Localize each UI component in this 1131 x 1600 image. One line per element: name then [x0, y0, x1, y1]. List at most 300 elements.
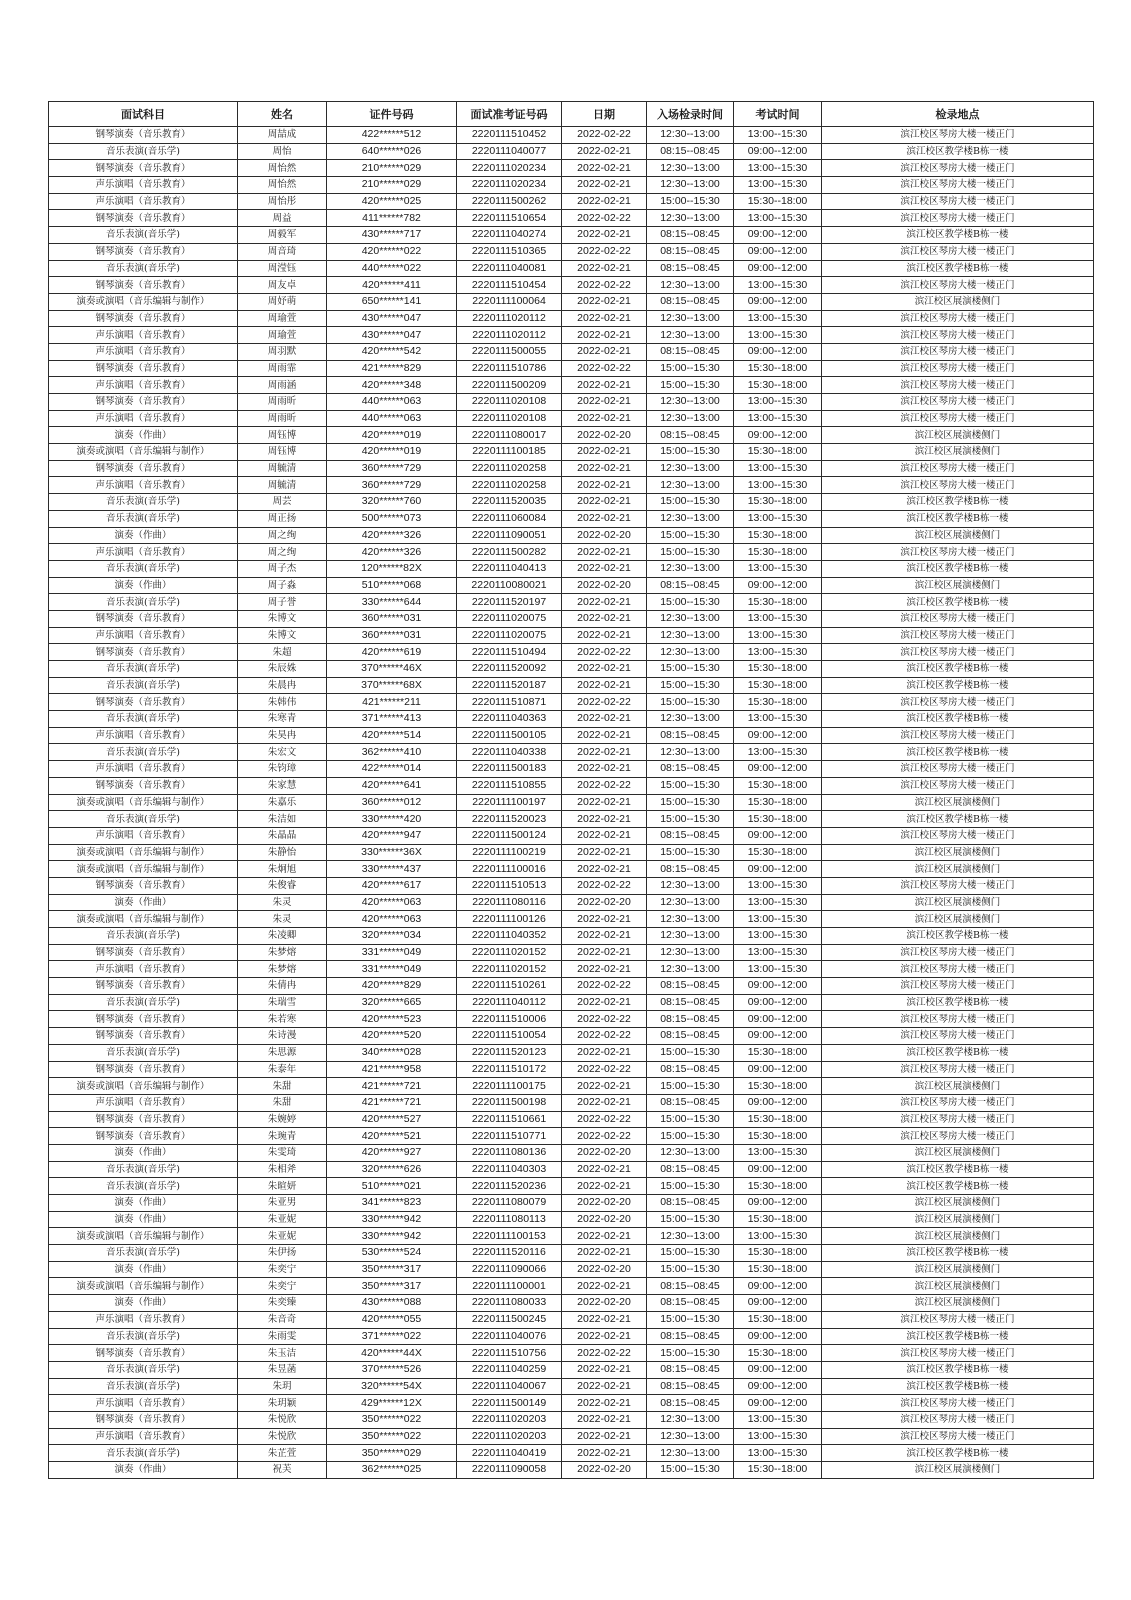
location-cell: 滨江校区教学楼B栋一楼: [822, 811, 1094, 828]
exam-time-cell: 13:00--15:30: [734, 210, 822, 227]
date-cell: 2022-02-22: [562, 1061, 647, 1078]
table-row: [49, 243, 1094, 260]
admission-number-cell: 2220111520035: [457, 494, 562, 511]
checkin-time-cell: 12:30--13:00: [647, 394, 734, 411]
name-cell: 朱玥颖: [238, 1395, 327, 1412]
id-number-cell: 330******942: [327, 1228, 457, 1245]
name-cell: 周毓清: [238, 460, 327, 477]
id-number-cell: 370******526: [327, 1361, 457, 1378]
checkin-time-cell: 12:30--13:00: [647, 928, 734, 945]
checkin-time-cell: 12:30--13:00: [647, 510, 734, 527]
checkin-time-cell: 12:30--13:00: [647, 1428, 734, 1445]
subject-cell: 音乐表演(音乐学): [49, 594, 238, 611]
table-row: [49, 444, 1094, 461]
subject-cell: 声乐演唱（音乐教育）: [49, 377, 238, 394]
subject-cell: 音乐表演(音乐学): [49, 1044, 238, 1061]
name-cell: 朱寒青: [238, 711, 327, 728]
checkin-time-cell: 15:00--15:30: [647, 794, 734, 811]
checkin-time-cell: 15:00--15:30: [647, 1044, 734, 1061]
location-cell: 滨江校区展演楼侧门: [822, 1295, 1094, 1312]
id-number-cell: 421******829: [327, 360, 457, 377]
location-cell: 滨江校区琴房大楼一楼正门: [822, 193, 1094, 210]
id-number-cell: 420******022: [327, 243, 457, 260]
table-row: [49, 1245, 1094, 1262]
location-cell: 滨江校区琴房大楼一楼正门: [822, 694, 1094, 711]
admission-number-cell: 2220111040338: [457, 744, 562, 761]
checkin-time-header: 入场检录时间: [647, 102, 734, 127]
exam-time-cell: 15:30--18:00: [734, 544, 822, 561]
date-cell: 2022-02-21: [562, 1161, 647, 1178]
exam-time-cell: 15:30--18:00: [734, 1078, 822, 1095]
name-cell: 朱诗漫: [238, 1028, 327, 1045]
id-number-cell: 330******437: [327, 861, 457, 878]
id-number-cell: 330******942: [327, 1211, 457, 1228]
location-cell: 滨江校区琴房大楼一楼正门: [822, 343, 1094, 360]
id-number-cell: 420******025: [327, 193, 457, 210]
admission-number-cell: 2220111520187: [457, 677, 562, 694]
checkin-time-cell: 08:15--08:45: [647, 143, 734, 160]
id-number-cell: 420******542: [327, 343, 457, 360]
table-row: [49, 978, 1094, 995]
date-cell: 2022-02-21: [562, 1178, 647, 1195]
admission-number-cell: 2220111520092: [457, 661, 562, 678]
admission-number-cell: 2220111100064: [457, 293, 562, 310]
admission-number-cell: 2220111510855: [457, 777, 562, 794]
name-cell: 朱超: [238, 644, 327, 661]
date-cell: 2022-02-21: [562, 327, 647, 344]
date-cell: 2022-02-21: [562, 494, 647, 511]
exam-time-cell: 09:00--12:00: [734, 1094, 822, 1111]
table-row: [49, 1311, 1094, 1328]
date-cell: 2022-02-20: [562, 577, 647, 594]
exam-time-cell: 09:00--12:00: [734, 1028, 822, 1045]
admission-number-cell: 2220111040352: [457, 928, 562, 945]
name-cell: 朱琬青: [238, 1128, 327, 1145]
id-number-cell: 360******012: [327, 794, 457, 811]
name-cell: 周雨昕: [238, 410, 327, 427]
checkin-time-cell: 15:00--15:30: [647, 1245, 734, 1262]
admission-number-cell: 2220111500055: [457, 343, 562, 360]
checkin-time-cell: 15:00--15:30: [647, 544, 734, 561]
table-row: [49, 627, 1094, 644]
exam-time-cell: 13:00--15:30: [734, 394, 822, 411]
location-cell: 滨江校区展演楼侧门: [822, 894, 1094, 911]
subject-cell: 钢琴演奏（音乐教育）: [49, 160, 238, 177]
location-cell: 滨江校区展演楼侧门: [822, 293, 1094, 310]
admission-number-cell: 2220111510006: [457, 1011, 562, 1028]
date-cell: 2022-02-22: [562, 210, 647, 227]
location-cell: 滨江校区展演楼侧门: [822, 1462, 1094, 1479]
table-row: [49, 327, 1094, 344]
exam-time-cell: 15:30--18:00: [734, 661, 822, 678]
location-cell: 滨江校区教学楼B栋一楼: [822, 744, 1094, 761]
exam-time-cell: 13:00--15:30: [734, 460, 822, 477]
checkin-time-cell: 15:00--15:30: [647, 1462, 734, 1479]
id-number-cell: 350******022: [327, 1428, 457, 1445]
admission-number-cell: 2220111510172: [457, 1061, 562, 1078]
date-cell: 2022-02-21: [562, 343, 647, 360]
table-row: [49, 761, 1094, 778]
id-number-cell: 320******760: [327, 494, 457, 511]
id-number-cell: 420******019: [327, 444, 457, 461]
date-cell: 2022-02-21: [562, 377, 647, 394]
date-cell: 2022-02-21: [562, 661, 647, 678]
exam-time-cell: 15:30--18:00: [734, 777, 822, 794]
checkin-time-cell: 12:30--13:00: [647, 961, 734, 978]
admission-number-cell: 2220111020203: [457, 1428, 562, 1445]
admission-number-cell: 2220111500198: [457, 1094, 562, 1111]
name-cell: 朱悦欣: [238, 1411, 327, 1428]
name-cell: 朱凌卿: [238, 928, 327, 945]
subject-cell: 声乐演唱（音乐教育）: [49, 544, 238, 561]
table-row: [49, 1395, 1094, 1412]
date-cell: 2022-02-21: [562, 711, 647, 728]
location-cell: 滨江校区教学楼B栋一楼: [822, 1245, 1094, 1262]
location-cell: 滨江校区琴房大楼一楼正门: [822, 160, 1094, 177]
admission-number-cell: 2220111020234: [457, 160, 562, 177]
table-row: [49, 794, 1094, 811]
checkin-time-cell: 12:30--13:00: [647, 644, 734, 661]
table-row: [49, 928, 1094, 945]
checkin-time-cell: 08:15--08:45: [647, 1028, 734, 1045]
id-number-cell: 362******025: [327, 1462, 457, 1479]
location-cell: 滨江校区琴房大楼一楼正门: [822, 1311, 1094, 1328]
admission-number-cell: 2220111520197: [457, 594, 562, 611]
checkin-time-cell: 08:15--08:45: [647, 260, 734, 277]
name-cell: 朱奕臻: [238, 1295, 327, 1312]
name-cell: 朱悦欣: [238, 1428, 327, 1445]
date-cell: 2022-02-21: [562, 827, 647, 844]
date-cell: 2022-02-21: [562, 811, 647, 828]
subject-cell: 演奏或演唱（音乐编辑与制作）: [49, 1078, 238, 1095]
date-cell: 2022-02-22: [562, 1011, 647, 1028]
subject-cell: 声乐演唱（音乐教育）: [49, 343, 238, 360]
table-row: [49, 894, 1094, 911]
location-cell: 滨江校区教学楼B栋一楼: [822, 143, 1094, 160]
name-cell: 朱家慧: [238, 777, 327, 794]
exam-time-cell: 15:30--18:00: [734, 1211, 822, 1228]
id-number-cell: 420******514: [327, 727, 457, 744]
exam-time-cell: 15:30--18:00: [734, 1311, 822, 1328]
table-row: [49, 961, 1094, 978]
location-cell: 滨江校区琴房大楼一楼正门: [822, 944, 1094, 961]
name-cell: 周毅军: [238, 227, 327, 244]
exam-schedule-table: [48, 101, 1094, 1479]
location-cell: 滨江校区展演楼侧门: [822, 1078, 1094, 1095]
subject-cell: 音乐表演(音乐学): [49, 811, 238, 828]
location-cell: 滨江校区琴房大楼一楼正门: [822, 827, 1094, 844]
name-cell: 朱亚男: [238, 1195, 327, 1212]
table-row: [49, 994, 1094, 1011]
id-number-cell: 440******063: [327, 394, 457, 411]
subject-cell: 声乐演唱（音乐教育）: [49, 327, 238, 344]
table-row: [49, 260, 1094, 277]
id-number-cell: 362******410: [327, 744, 457, 761]
subject-cell: 音乐表演(音乐学): [49, 1445, 238, 1462]
table-row: [49, 1144, 1094, 1161]
admission-number-cell: 2220111100153: [457, 1228, 562, 1245]
location-cell: 滨江校区教学楼B栋一楼: [822, 661, 1094, 678]
admission-number-cell: 2220111510513: [457, 877, 562, 894]
checkin-time-cell: 08:15--08:45: [647, 1395, 734, 1412]
name-cell: 朱辰姝: [238, 661, 327, 678]
id-number-cell: 411******782: [327, 210, 457, 227]
checkin-time-cell: 12:30--13:00: [647, 410, 734, 427]
location-cell: 滨江校区琴房大楼一楼正门: [822, 978, 1094, 995]
admission-number-cell: 2220111520236: [457, 1178, 562, 1195]
location-cell: 滨江校区教学楼B栋一楼: [822, 677, 1094, 694]
exam-time-cell: 09:00--12:00: [734, 1361, 822, 1378]
checkin-time-cell: 15:00--15:30: [647, 360, 734, 377]
date-cell: 2022-02-21: [562, 1395, 647, 1412]
admission-number-cell: 2220111500105: [457, 727, 562, 744]
id-number-cell: 341******823: [327, 1195, 457, 1212]
date-cell: 2022-02-21: [562, 1078, 647, 1095]
subject-cell: 钢琴演奏（音乐教育）: [49, 360, 238, 377]
admission-number-cell: 2220111080113: [457, 1211, 562, 1228]
table-row: [49, 744, 1094, 761]
exam-time-cell: 15:30--18:00: [734, 594, 822, 611]
name-cell: 周益: [238, 210, 327, 227]
location-cell: 滨江校区展演楼侧门: [822, 1228, 1094, 1245]
table-row: [49, 811, 1094, 828]
table-row: [49, 193, 1094, 210]
subject-cell: 声乐演唱（音乐教育）: [49, 177, 238, 194]
id-number-cell: 510******021: [327, 1178, 457, 1195]
exam-time-cell: 09:00--12:00: [734, 761, 822, 778]
subject-cell: 声乐演唱（音乐教育）: [49, 727, 238, 744]
name-cell: 朱晶晶: [238, 827, 327, 844]
name-cell: 朱伊扬: [238, 1245, 327, 1262]
id-number-cell: 350******317: [327, 1261, 457, 1278]
exam-time-cell: 09:00--12:00: [734, 861, 822, 878]
location-cell: 滨江校区琴房大楼一楼正门: [822, 310, 1094, 327]
exam-time-cell: 15:30--18:00: [734, 1178, 822, 1195]
exam-time-cell: 13:00--15:30: [734, 928, 822, 945]
date-cell: 2022-02-21: [562, 160, 647, 177]
date-cell: 2022-02-21: [562, 1094, 647, 1111]
name-header: 姓名: [238, 102, 327, 127]
checkin-time-cell: 12:30--13:00: [647, 894, 734, 911]
name-cell: 朱若寒: [238, 1011, 327, 1028]
table-row: [49, 777, 1094, 794]
name-cell: 周毓清: [238, 477, 327, 494]
exam-time-cell: 13:00--15:30: [734, 160, 822, 177]
admission-number-cell: 2220111500209: [457, 377, 562, 394]
name-cell: 朱博文: [238, 627, 327, 644]
subject-cell: 音乐表演(音乐学): [49, 510, 238, 527]
checkin-time-cell: 08:15--08:45: [647, 1161, 734, 1178]
name-cell: 朱甜: [238, 1094, 327, 1111]
id-number-cell: 420******927: [327, 1144, 457, 1161]
name-cell: 祝芙: [238, 1462, 327, 1479]
table-row: [49, 494, 1094, 511]
admission-number-cell: 2220111040067: [457, 1378, 562, 1395]
subject-cell: 演奏（作曲）: [49, 1261, 238, 1278]
checkin-time-cell: 08:15--08:45: [647, 1061, 734, 1078]
table-row: [49, 1411, 1094, 1428]
admission-number-cell: 2220111100001: [457, 1278, 562, 1295]
id-number-cell: 320******54X: [327, 1378, 457, 1395]
exam-time-cell: 13:00--15:30: [734, 744, 822, 761]
checkin-time-cell: 12:30--13:00: [647, 277, 734, 294]
name-cell: 朱玉洁: [238, 1345, 327, 1362]
exam-time-cell: 13:00--15:30: [734, 1428, 822, 1445]
admission-number-cell: 2220111100016: [457, 861, 562, 878]
checkin-time-cell: 12:30--13:00: [647, 1228, 734, 1245]
date-cell: 2022-02-21: [562, 1361, 647, 1378]
checkin-time-cell: 08:15--08:45: [647, 994, 734, 1011]
table-row: [49, 727, 1094, 744]
admission-number-cell: 2220111060084: [457, 510, 562, 527]
subject-cell: 声乐演唱（音乐教育）: [49, 1428, 238, 1445]
checkin-time-cell: 15:00--15:30: [647, 1128, 734, 1145]
admission-number-cell: 2220111100219: [457, 844, 562, 861]
subject-cell: 音乐表演(音乐学): [49, 494, 238, 511]
checkin-time-cell: 15:00--15:30: [647, 444, 734, 461]
date-cell: 2022-02-20: [562, 1195, 647, 1212]
id-number-cell: 330******644: [327, 594, 457, 611]
id-number-cell: 320******626: [327, 1161, 457, 1178]
admission-number-cell: 2220111510756: [457, 1345, 562, 1362]
checkin-time-cell: 12:30--13:00: [647, 1445, 734, 1462]
date-cell: 2022-02-22: [562, 360, 647, 377]
subject-cell: 钢琴演奏（音乐教育）: [49, 394, 238, 411]
id-number-cell: 420******617: [327, 877, 457, 894]
location-cell: 滨江校区琴房大楼一楼正门: [822, 360, 1094, 377]
subject-cell: 声乐演唱（音乐教育）: [49, 193, 238, 210]
id-number-cell: 510******068: [327, 577, 457, 594]
date-cell: 2022-02-21: [562, 560, 647, 577]
admission-number-cell: 2220111100185: [457, 444, 562, 461]
location-cell: 滨江校区琴房大楼一楼正门: [822, 477, 1094, 494]
subject-cell: 演奏（作曲）: [49, 1195, 238, 1212]
exam-time-cell: 09:00--12:00: [734, 1278, 822, 1295]
location-cell: 滨江校区展演楼侧门: [822, 794, 1094, 811]
name-cell: 朱玥: [238, 1378, 327, 1395]
id-number-cell: 420******326: [327, 544, 457, 561]
id-number-cell: 500******073: [327, 510, 457, 527]
id-number-cell: 421******211: [327, 694, 457, 711]
name-cell: 周滢钰: [238, 260, 327, 277]
exam-time-cell: 09:00--12:00: [734, 1061, 822, 1078]
location-cell: 滨江校区琴房大楼一楼正门: [822, 394, 1094, 411]
table-row: [49, 1428, 1094, 1445]
id-number-cell: 420******44X: [327, 1345, 457, 1362]
subject-cell: 音乐表演(音乐学): [49, 928, 238, 945]
name-cell: 朱思源: [238, 1044, 327, 1061]
table-row: [49, 1078, 1094, 1095]
id-number-cell: 429******12X: [327, 1395, 457, 1412]
table-row: [49, 1111, 1094, 1128]
location-cell: 滨江校区教学楼B栋一楼: [822, 560, 1094, 577]
table-row: [49, 577, 1094, 594]
id-number-cell: 340******028: [327, 1044, 457, 1061]
location-cell: 滨江校区展演楼侧门: [822, 427, 1094, 444]
subject-cell: 演奏（作曲）: [49, 894, 238, 911]
subject-cell: 钢琴演奏（音乐教育）: [49, 944, 238, 961]
table-row: [49, 677, 1094, 694]
admission-number-cell: 2220111510054: [457, 1028, 562, 1045]
admission-number-cell: 2220111100197: [457, 794, 562, 811]
checkin-time-cell: 15:00--15:30: [647, 811, 734, 828]
exam-time-cell: 09:00--12:00: [734, 1161, 822, 1178]
subject-cell: 演奏或演唱（音乐编辑与制作）: [49, 794, 238, 811]
location-cell: 滨江校区琴房大楼一楼正门: [822, 544, 1094, 561]
table-row: [49, 477, 1094, 494]
date-cell: 2022-02-21: [562, 610, 647, 627]
admission-number-cell: 2220111090066: [457, 1261, 562, 1278]
name-cell: 朱雨雯: [238, 1328, 327, 1345]
admission-number-cell: 2220111100175: [457, 1078, 562, 1095]
table-row: [49, 1345, 1094, 1362]
date-cell: 2022-02-21: [562, 477, 647, 494]
table-row: [49, 160, 1094, 177]
location-cell: 滨江校区琴房大楼一楼正门: [822, 210, 1094, 227]
date-cell: 2022-02-21: [562, 394, 647, 411]
date-cell: 2022-02-22: [562, 277, 647, 294]
checkin-time-cell: 15:00--15:30: [647, 777, 734, 794]
subject-cell: 声乐演唱（音乐教育）: [49, 1094, 238, 1111]
exam-time-header: 考试时间: [734, 102, 822, 127]
name-cell: 周子杰: [238, 560, 327, 577]
admission-number-cell: 2220111500124: [457, 827, 562, 844]
date-cell: 2022-02-22: [562, 1028, 647, 1045]
date-cell: 2022-02-21: [562, 961, 647, 978]
id-number-cell: 420******063: [327, 911, 457, 928]
name-cell: 周钰博: [238, 444, 327, 461]
admission-number-cell: 2220110080021: [457, 577, 562, 594]
checkin-time-cell: 15:00--15:30: [647, 377, 734, 394]
checkin-time-cell: 12:30--13:00: [647, 877, 734, 894]
location-cell: 滨江校区教学楼B栋一楼: [822, 1328, 1094, 1345]
checkin-time-cell: 12:30--13:00: [647, 327, 734, 344]
name-cell: 周怡然: [238, 160, 327, 177]
id-number-cell: 420******063: [327, 894, 457, 911]
subject-cell: 钢琴演奏（音乐教育）: [49, 1128, 238, 1145]
id-number-cell: 360******031: [327, 627, 457, 644]
date-cell: 2022-02-21: [562, 227, 647, 244]
name-cell: 周正扬: [238, 510, 327, 527]
subject-cell: 钢琴演奏（音乐教育）: [49, 310, 238, 327]
date-cell: 2022-02-21: [562, 994, 647, 1011]
location-cell: 滨江校区教学楼B栋一楼: [822, 1445, 1094, 1462]
admission-number-cell: 2220111510365: [457, 243, 562, 260]
date-cell: 2022-02-20: [562, 427, 647, 444]
id-number-cell: 330******420: [327, 811, 457, 828]
admission-number-cell: 2220111020258: [457, 477, 562, 494]
checkin-time-cell: 12:30--13:00: [647, 310, 734, 327]
date-cell: 2022-02-22: [562, 243, 647, 260]
name-cell: 周音琦: [238, 243, 327, 260]
date-cell: 2022-02-21: [562, 944, 647, 961]
location-cell: 滨江校区琴房大楼一楼正门: [822, 761, 1094, 778]
name-cell: 朱昊冉: [238, 727, 327, 744]
location-cell: 滨江校区教学楼B栋一楼: [822, 1378, 1094, 1395]
exam-time-cell: 15:30--18:00: [734, 811, 822, 828]
subject-cell: 音乐表演(音乐学): [49, 711, 238, 728]
table-row: [49, 360, 1094, 377]
subject-cell: 钢琴演奏（音乐教育）: [49, 1111, 238, 1128]
exam-time-cell: 09:00--12:00: [734, 243, 822, 260]
name-cell: 朱洁如: [238, 811, 327, 828]
exam-time-cell: 15:30--18:00: [734, 1462, 822, 1479]
date-cell: 2022-02-21: [562, 594, 647, 611]
subject-cell: 演奏（作曲）: [49, 527, 238, 544]
checkin-time-cell: 15:00--15:30: [647, 1261, 734, 1278]
table-row: [49, 127, 1094, 144]
id-number-cell: 350******317: [327, 1278, 457, 1295]
